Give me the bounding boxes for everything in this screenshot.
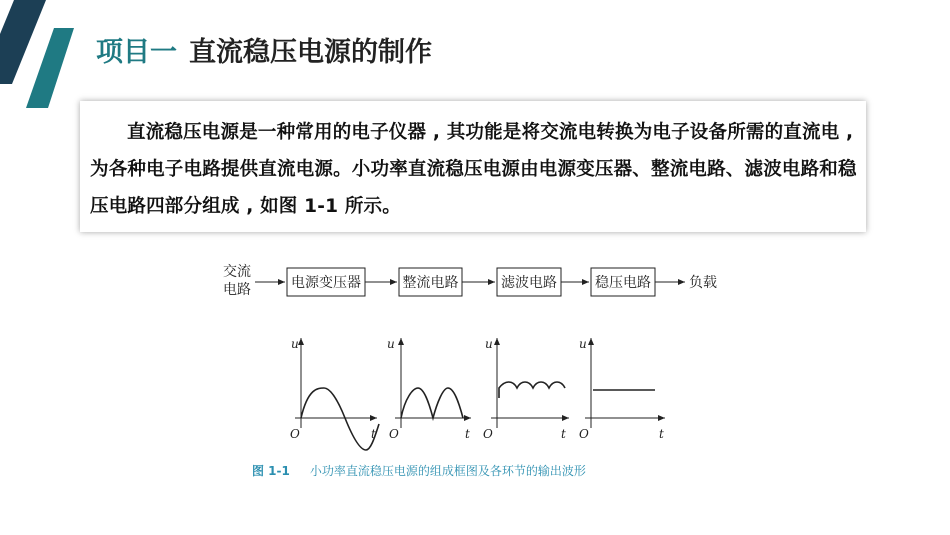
wave3-t-label: t (561, 427, 566, 441)
wave1-origin: O (290, 427, 300, 441)
description-box (80, 101, 866, 232)
wave4-t-label: t (659, 427, 664, 441)
description-text: 直流稳压电源是一种常用的电子仪器 , 其功能是将交流电转换为电子设备所需的直流电 , 为各种电子电路提供直流电源。小功率直流稳压电源由电源变压器、整流电路、滤波电路和稳压电路四部分组成 , 如图 1-1 所示。 (90, 122, 857, 217)
wave3-origin: O (483, 427, 493, 441)
waveform-rectified (387, 337, 471, 441)
block-filter-label: 滤波电路 (501, 275, 557, 291)
title-prefix: 项目一 (96, 37, 177, 68)
waveform-ac (290, 337, 379, 450)
input-label-line2: 电路 (223, 282, 251, 298)
corner-decoration (0, 0, 90, 110)
input-label-line1: 交流 (223, 264, 251, 280)
wave1-u-label: u (291, 337, 299, 351)
wave4-origin: O (579, 427, 589, 441)
waveform-filtered (483, 337, 569, 441)
slide-title (96, 30, 432, 69)
wave1-t-label: t (371, 427, 376, 441)
block-diagram-figure (215, 258, 735, 488)
caption-number: 图 1-1 (252, 464, 290, 478)
wave2-origin: O (389, 427, 399, 441)
block-rectifier-label: 整流电路 (402, 275, 459, 291)
caption-text: 小功率直流稳压电源的组成框图及各环节的输出波形 (309, 464, 586, 478)
figure-caption (252, 462, 586, 479)
wave2-t-label: t (465, 427, 470, 441)
title-text: 直流稳压电源的制作 (189, 37, 432, 68)
output-label: 负载 (689, 275, 717, 291)
block-regulator-label: 稳压电路 (595, 275, 651, 291)
wave4-u-label: u (579, 337, 587, 351)
waveform-dc (579, 337, 665, 441)
block-transformer-label: 电源变压器 (291, 275, 361, 291)
wave2-u-label: u (387, 337, 395, 351)
block-diagram (215, 258, 735, 458)
wave3-u-label: u (485, 337, 493, 351)
